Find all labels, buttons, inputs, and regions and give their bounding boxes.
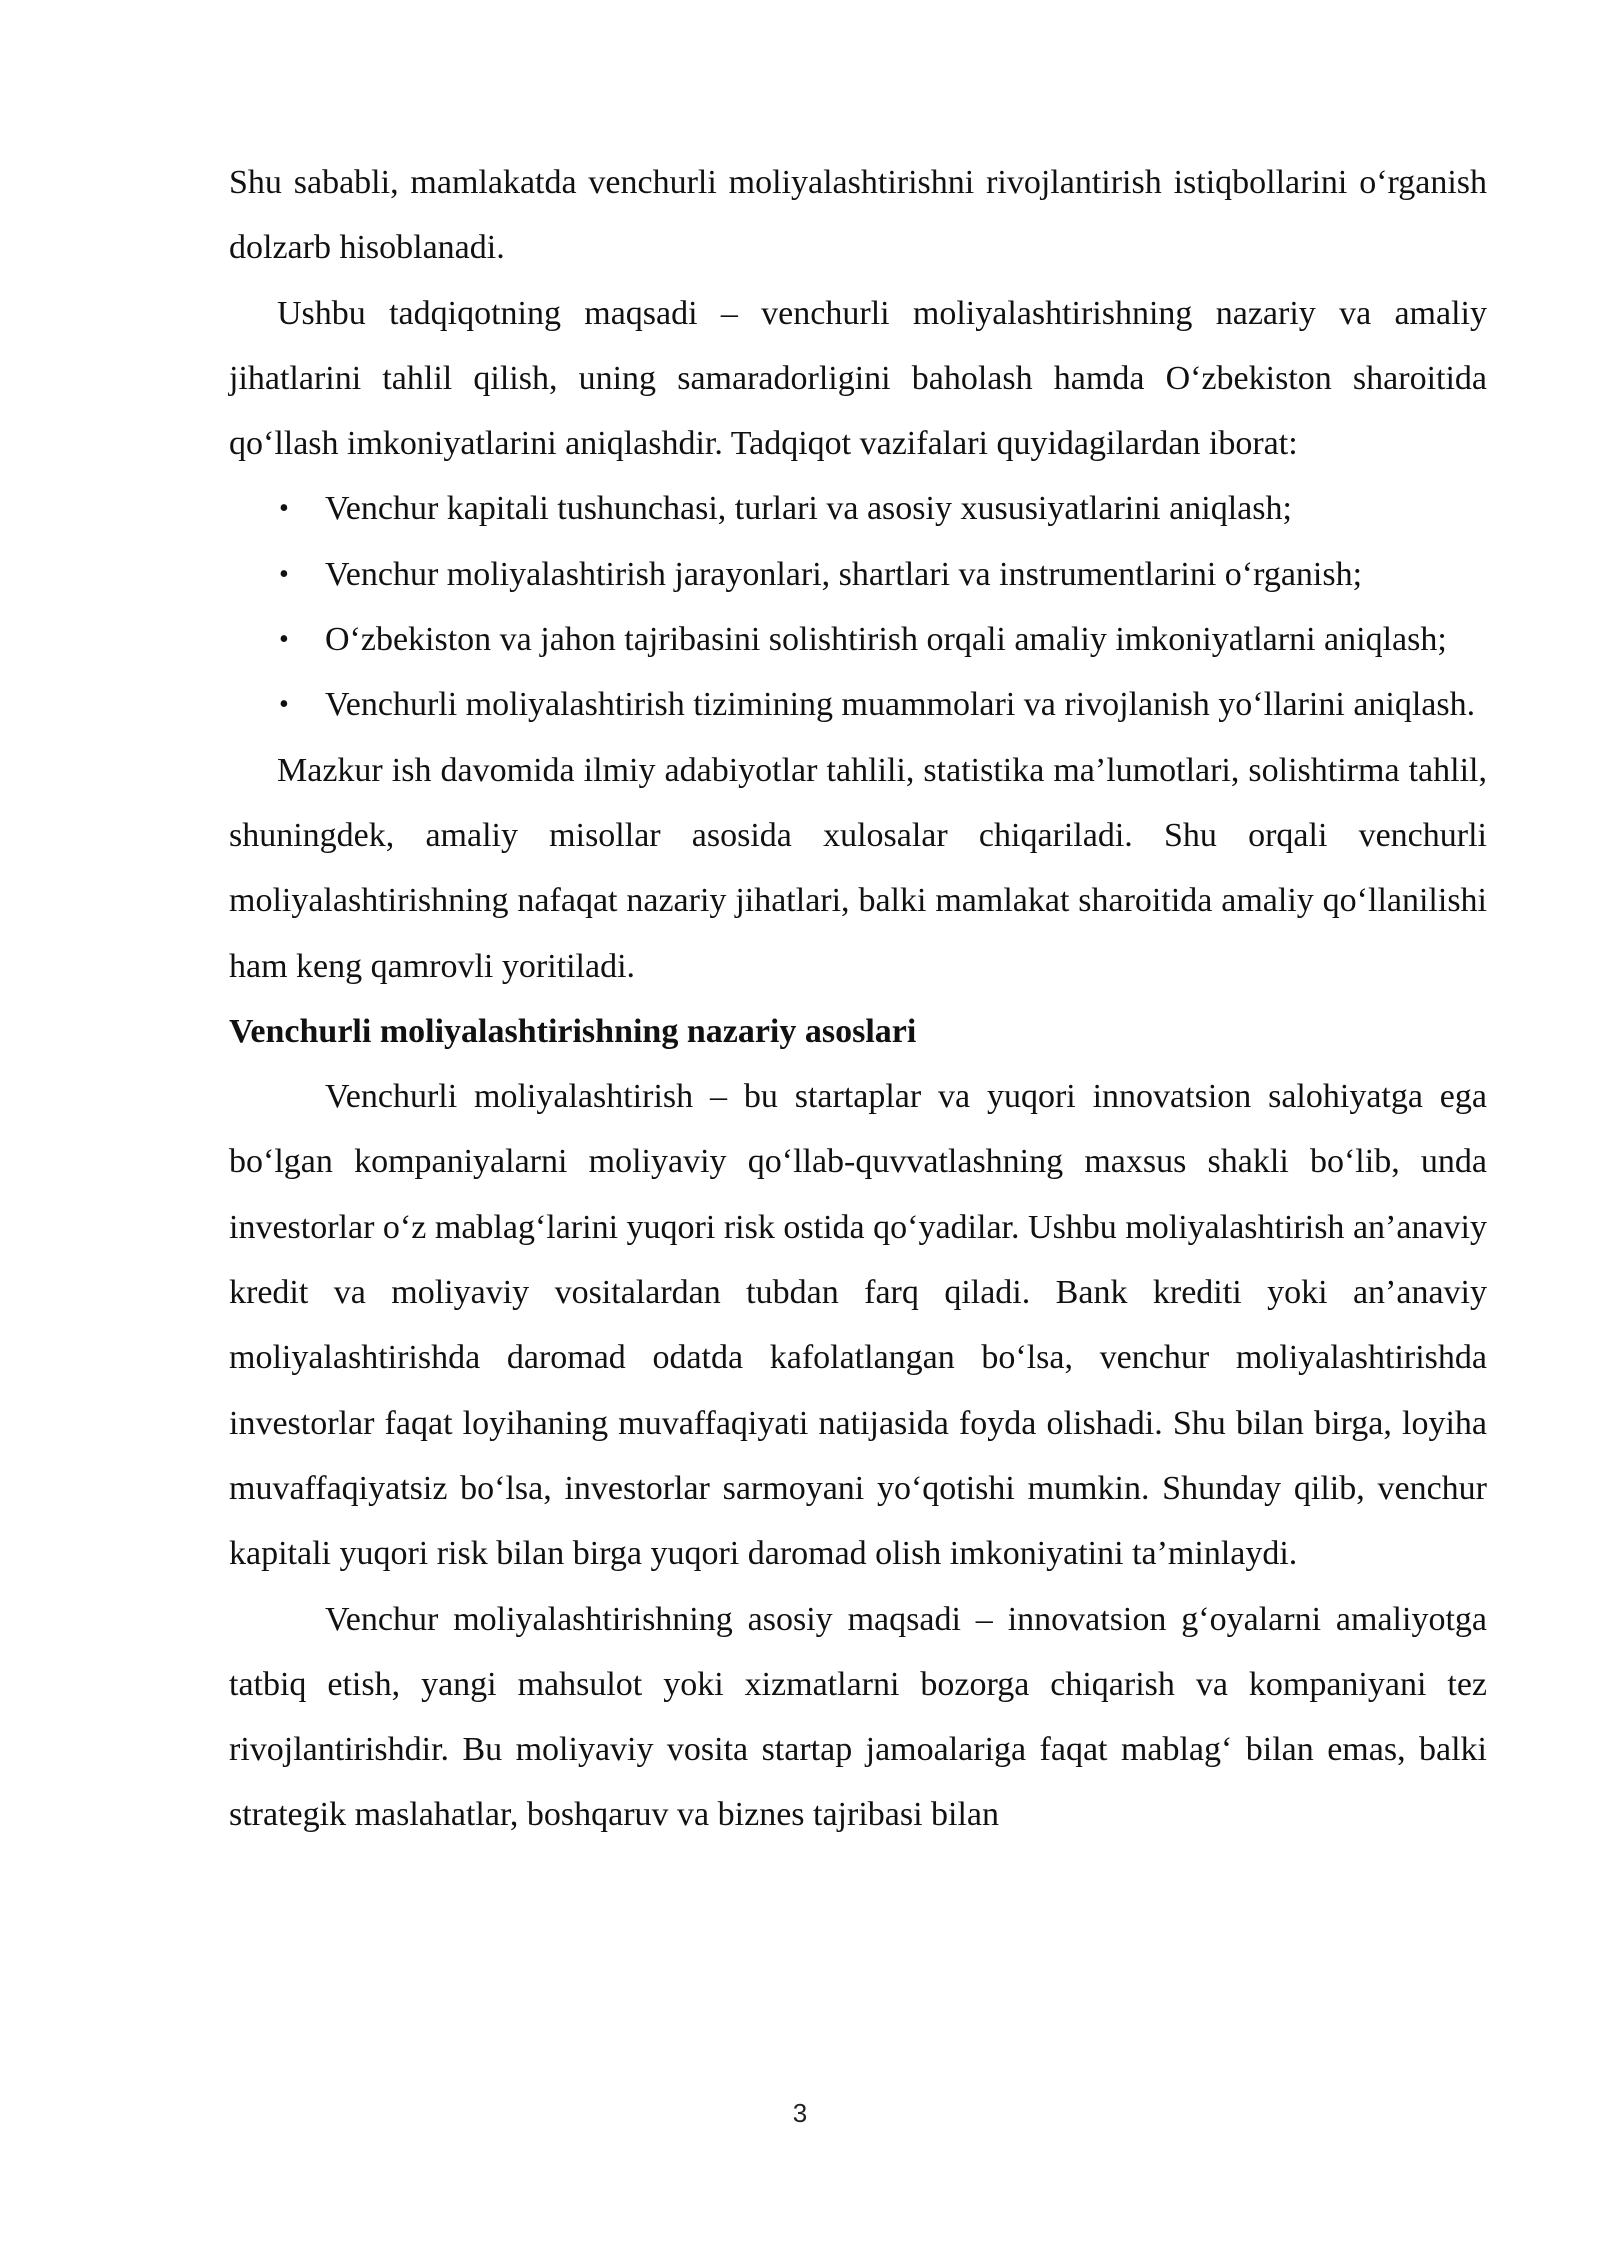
bullet-icon: •	[279, 689, 289, 721]
task-list-item	[229, 542, 1487, 607]
task-text: Venchur moliyalashtirish jarayonlari, shartlari va instrumentlarini o‘rganish;	[325, 555, 1363, 593]
section-heading: Venchurli moliyalashtirishning nazariy asoslari	[229, 1012, 917, 1050]
paragraph-method: Mazkur ish davomida ilmiy adabiyotlar tahlili, statistika ma’lumotlari, solishtirma tahlil, shuningdek, amaliy misollar asosida xulosalar chiqariladi. Shu orqali venchurli moliyalashtirishning nafaqat nazariy jihatlari, balki mamlakat sharoitida amaliy qo‘llanilishi ham keng qamrovli yoritiladi.	[229, 751, 1487, 985]
task-text: Venchur kapitali tushunchasi, turlari va asosiy xususiyatlarini aniqlash;	[325, 490, 1292, 528]
task-text: Venchurli moliyalashtirish tizimining muammolari va rivojlanish yo‘llarini aniqlash.	[325, 686, 1476, 724]
task-text: O‘zbekiston va jahon tajribasini solishtirish orqali amaliy imkoniyatlarni aniqlash;	[325, 621, 1447, 659]
paragraph-purpose: Venchur moliyalashtirishning asosiy maqsadi – innovatsion g‘oyalarni amaliyotga tatbiq etish, yangi mahsulot yoki xizmatlarni bozorga chiqarish va kompaniyani tez rivojlantirishdir. Bu moliyaviy vosita startap jamoalariga faqat mablag‘ bilan emas, balki strategik maslahatlar, boshqaruv va biznes tajribasi bilan	[229, 1600, 1487, 1834]
task-list	[229, 476, 1487, 737]
task-list-item	[229, 607, 1487, 672]
paragraph-research-goal: Ushbu tadqiqotning maqsadi – venchurli moliyalashtirishning nazariy va amaliy jihatlarini tahlil qilish, uning samaradorligini baholash hamda O‘zbekiston sharoitida qo‘llash imkoniyatlarini aniqlashdir. Tadqiqot vazifalari quyidagilardan iborat:	[229, 294, 1487, 463]
bullet-icon: •	[279, 624, 289, 656]
bullet-icon: •	[279, 558, 289, 590]
page-number: 3	[792, 2098, 808, 2128]
task-list-item	[229, 476, 1487, 541]
document-page	[229, 150, 1487, 1848]
paragraph-intro-continuation: Shu sababli, mamlakatda venchurli moliyalashtirishni rivojlantirish istiqbollarini o‘rganish dolzarb hisoblanadi.	[229, 164, 1487, 267]
paragraph-definition: Venchurli moliyalashtirish – bu startaplar va yuqori innovatsion salohiyatga ega bo‘lgan kompaniyalarni moliyaviy qo‘llab-quvvatlashning maxsus shakli bo‘lib, unda investorlar o‘z mablag‘larini yuqori risk ostida qo‘yadilar. Ushbu moliyalashtirish an’anaviy kredit va moliyaviy vositalardan tubdan farq qiladi. Bank krediti yoki an’anaviy moliyalashtirishda daromad odatda kafolatlangan bo‘lsa, venchur moliyalashtirishda investorlar faqat loyihaning muvaffaqiyati natijasida foyda olishadi. Shu bilan birga, loyiha muvaffaqiyatsiz bo‘lsa, investorlar sarmoyani yo‘qotishi mumkin. Shunday qilib, venchur kapitali yuqori risk bilan birga yuqori daromad olish imkoniyatini ta’minlaydi.	[229, 1078, 1487, 1573]
bullet-icon: •	[279, 493, 289, 525]
task-list-item	[229, 672, 1487, 737]
